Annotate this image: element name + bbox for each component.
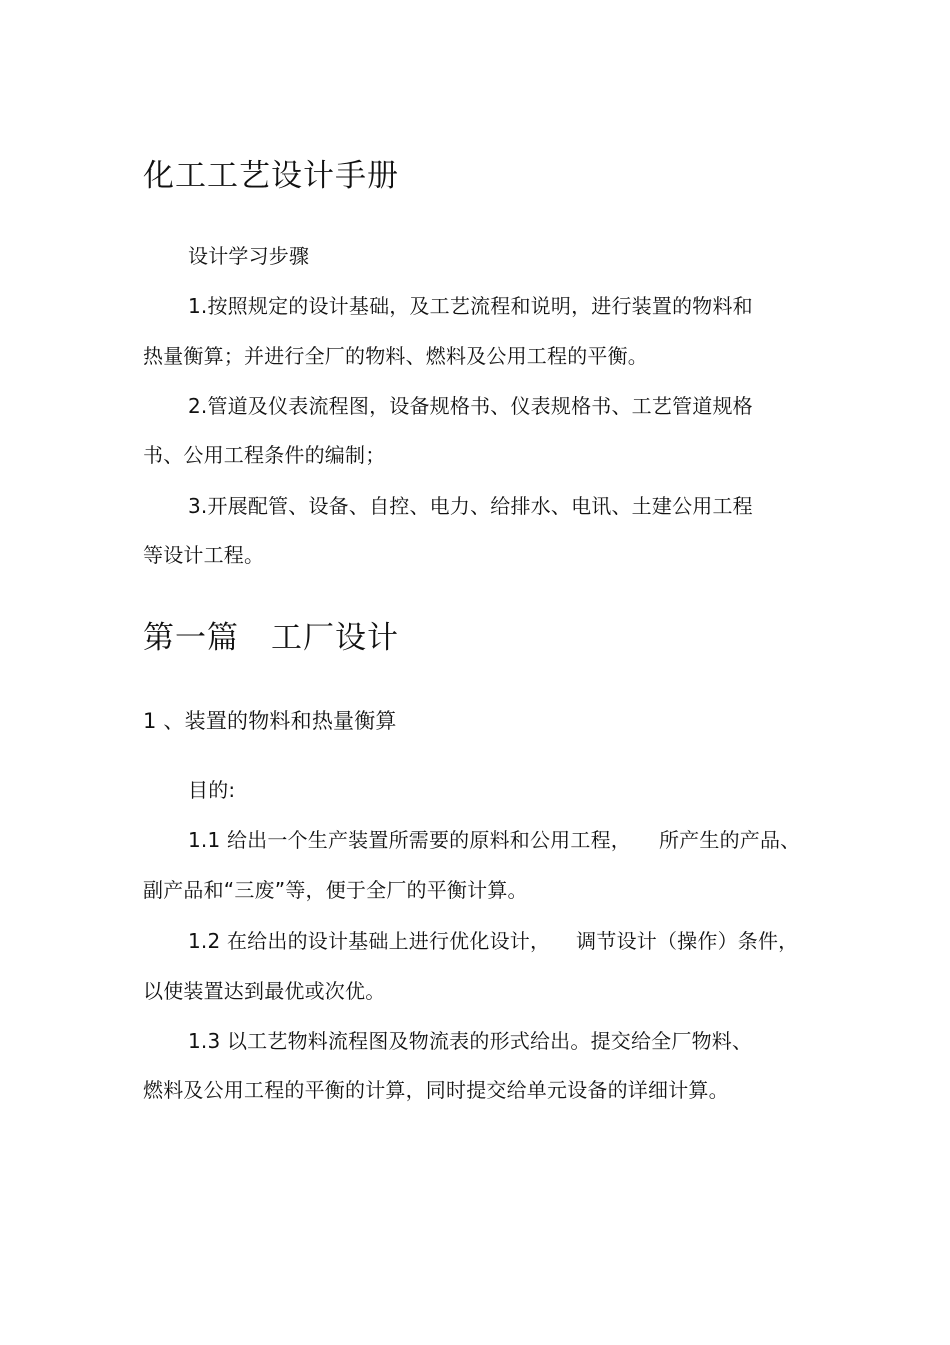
item-1-line-2: 副产品和“三废”等，便于全厂的平衡计算。: [143, 878, 528, 902]
item-2-line-1-part-b: 调节设计（操作）条件，: [576, 929, 799, 953]
item-3-line-1: [188, 1028, 752, 1054]
step-3-line-1: 3.开展配管、设备、自控、电力、给排水、电讯、土建公用工程: [188, 494, 753, 518]
step-2-line-2: 书、公用工程条件的编制；: [143, 443, 386, 467]
part-number: 第一篇: [143, 620, 239, 656]
part-name: 工厂设计: [271, 620, 399, 656]
step-1-line-1: 1.按照规定的设计基础，及工艺流程和说明，进行装置的物料和: [188, 294, 753, 318]
part-title: [143, 618, 399, 658]
item-2-line-2: 以使装置达到最优或次优。: [143, 979, 386, 1003]
purpose-label: 目的:: [188, 778, 236, 802]
step-1-line-2: 热量衡算；并进行全厂的物料、燃料及公用工程的平衡。: [143, 344, 648, 368]
section-heading: 1 、装置的物料和热量衡算: [143, 709, 397, 733]
step-3-line-2: 等设计工程。: [143, 543, 265, 567]
item-1-line-1-part-a: 1.1 给出一个生产装置所需要的原料和公用工程，: [188, 828, 631, 852]
item-2-line-1-part-a: 1.2 在给出的设计基础上进行优化设计，: [188, 929, 551, 953]
subtitle: 设计学习步骤: [188, 244, 310, 268]
item-2-line-1: [188, 928, 798, 954]
step-2-line-1: 2.管道及仪表流程图，设备规格书、仪表规格书、工艺管道规格: [188, 394, 753, 418]
item-3-line-1-part-a: 1.3 以工艺物料流程图及物流表的形式给出。提交给全厂物料、: [188, 1029, 753, 1053]
item-1-line-1: [188, 827, 800, 853]
item-1-line-1-part-b: 所产生的产品、: [658, 828, 801, 852]
item-3-line-2: 燃料及公用工程的平衡的计算，同时提交给单元设备的详细计算。: [143, 1078, 729, 1102]
document-title: 化工工艺设计手册: [143, 158, 399, 194]
